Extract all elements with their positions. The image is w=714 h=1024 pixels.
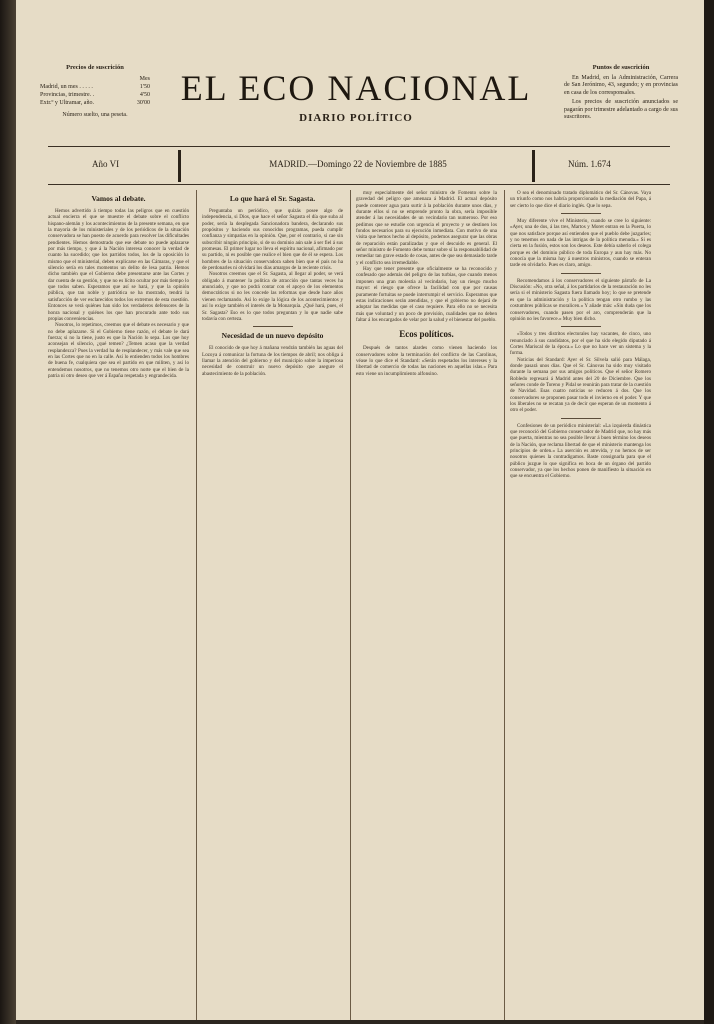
subscription-points-title: Puntos de suscrición (592, 64, 650, 71)
page-edge (704, 0, 714, 1024)
article-paragraph: Hemos advertido á tiempo todas las peligros que en cuestión actual encierra el que se muestre el debate sobre el conflicto hispano-alemán y los acontecimientos de la presente semana, en que la mayoría de los ministeriales y de los periódicos de la situación conservadora se han puesto de acuerdo para resolver las dificultades pendientes. Hemos demostrado que ese debate no puede aplazarse por más tiempo, y que á la Nación interesa conocer la verdad de cuanto ha sucedido; que los partidos todos, los de la oposición lo mismo que el ministerial, deben explicarse en las Cámaras, y que el silencio sería en tales momentos un delito de lesa patria. Hemos dicho también que el Gobierno debe presentarse ante las Cortes y dar cuenta de su gestión, y que no es lícito ocultar por más tiempo lo que todos saben. Esperamos que así se hará, y que la opinión pública, que tan noble y patriótica se ha mostrado, tendrá la satisfacción de ver esclarecidos todos los extremos de esta cuestión. Entonces se verá quiénes han sido los verdaderos defensores de la honra nacional y quiénes los que han procurado ante todo sus propias conveniencias. (48, 208, 189, 322)
column-1 (48, 190, 189, 379)
article-paragraph: Nosotros creemos que el Sr. Sagasta, al llegar al poder, se verá obligado á mantener la política de atracción que tantas veces ha anunciado, y que no podrá contar con el apoyo de los elementos democráticos si no les concede las reformas que desde hace años vienen reclamando. Así lo exige la lógica de los acontecimientos y así lo exige también el interés de la Monarquía. ¿Qué hará, pues, el Sr. Sagasta? Eso es lo que todos preguntan y lo que nadie sabe todavía con certeza. (202, 271, 343, 322)
subscription-prices (40, 64, 150, 119)
issue-date: MADRID.—Domingo 22 de Noviembre de 1885 (269, 159, 447, 169)
section-separator (561, 213, 601, 214)
year-label: Año VI (92, 159, 120, 169)
section-separator (561, 273, 601, 274)
article-paragraph: «Todos y tres distritos electorales hay vacantes, de cinco, uno renunciado á sus candidatos, por el que ha sido elegido diputado á Cortes Mariscal de la época.» Lo que no hace ver un sistema y la forma. (510, 331, 651, 357)
single-copy-note: Número suelto, una peseta. (62, 112, 128, 118)
section-separator (561, 418, 601, 419)
newspaper-subtitle: DIARIO POLÍTICO (299, 112, 413, 124)
subscription-header-row: Mes (139, 76, 150, 82)
price-row: Provincias, trimestre. . 4'50 (40, 92, 150, 98)
article-paragraph: Preguntaba un periódico, que quizás posee algo de independencia, si Dios, que hace el señor Sagasta el día que suba al poder, sería la desplegada Sancionadora bandera, declarando sus propósitos y haciendo sus conocidos programas, pueda cumplir confianza y simpatías en la opinión. Que, por el contrario, si cae sin subscribir ningún principio, si de su dominio aún sale á ser fiel á sus promesas. El primer lugar no lleva el espíritu nacional, afirmado por su partido, ni es posible que realice el bien que de él se espera. Los hombres de la situación conservadora saben bien que el país no ha de perdonarles ni olvidará los días amargos de la reciente crisis. (202, 208, 343, 272)
article-paragraph: Nosotros, lo repetimos, creemos que el debate es necesario y que no debe aplazarse. Si el Gobierno tiene razón, el debate le dará fuerza; si no la tiene, justo es que la Nación lo sepa. Los que hoy aconsejan el silencio, ¿qué temen? ¿Temen acaso que la verdad resplandezca? Pues la verdad ha de resplandecer, y más vale que sea en las Cortes que no en la calle. Así lo entienden todos los hombres de buena fe, cualquiera que sea el partido en que militen, y así lo entendemos nosotros, que no tenemos otro norte que el bien de la patria ni otro deseo que ver á España respetada y engrandecida. (48, 322, 189, 379)
column-3 (356, 190, 497, 377)
column-divider (196, 190, 197, 1020)
article-title-ecos: Ecos políticos. (399, 329, 454, 340)
article-title-vamos: Vamos al debate. (91, 194, 146, 203)
article-paragraph: Confesiones de un periódico ministerial: «La izquierda dinástica que reconoció del Gobierno conservador de Madrid que, no hay más que puerta, mientras no sea posible llevar á buen término los deseos de la Nación, que reclama libertad de que el ministerio mantenga los principios de orden.» La aserción es atrevida, y no hemos de ser nosotros quienes la contradigamos. Baste consignarla para que el público juzgue lo que significa en boca de un órgano del partido conservador, ya que los hechos ponen de manifiesto la situación en que se encuentra el Gobierno. (510, 422, 651, 480)
column-4 (510, 190, 651, 480)
article-paragraph: Hay que tener presente que oficialmente se ha reconocido y confesado que además del peligro de las turbias, que cuando menos imponen una gran molestia al vecindario, hay un riesgo mucho mayor: el riesgo que ofrece la facilidad con que por causas puramente fortuitas se puede interrumpir el servicio. Esperamos que estas indicaciones serán atendidas, y que el gobierno no dejará de adoptar las medidas que el caso requiere. Para ello no se necesita más que voluntad y un poco de previsión, cualidades que no deben faltar á los encargados de velar por la salud y el bienestar del pueblo. (356, 266, 497, 323)
article-title-sagasta: Lo que hará el Sr. Sagasta. (229, 194, 316, 203)
book-binding (0, 0, 16, 1024)
subscription-prices-title: Precios de suscrición (66, 64, 124, 71)
column-2 (202, 190, 343, 377)
info-divider (178, 150, 181, 182)
section-separator (253, 326, 293, 327)
article-paragraph: Noticias del Standard: Ayer el Sr. Silvela salió para Málaga, donde pasará unos días. Que el Sr. Cánovas ha sido muy visitado durante la semana por sus amigos políticos. Que el señor Romero Robledo regresará á Madrid antes del 20 de Diciembre. Que los señores conde de Toreno y Pidal se reunirán para tratar de la cuestión de Navidad. Esas cuatro noticias se reducen á dos. Que los conservadores se proponen pasar todo el invierno en el poder. Y que los liberales no se recatan ya de decir que esperan de un momento á otro el poder. (510, 356, 651, 414)
article-paragraph: El conocido de que hoy á mañana vendrán también las aguas del Lozoya á comunicar la fortuna de los tiempos de abril; nos obliga á llamar la atención del gobierno y del municipio sobre la imperiosa necesidad de construir un nuevo depósito que asegure el abastecimiento de la población. (202, 345, 343, 377)
newspaper-page (16, 0, 704, 1020)
issue-info-bar (48, 150, 670, 182)
section-separator (561, 326, 601, 327)
subscription-points-text: Los precios de suscrición anunciados se pagarán por trimestre adelantado a cargo de sus suscritores. (564, 99, 679, 120)
bottom-rule (48, 184, 670, 185)
article-title-deposito: Necesidad de un nuevo depósito (221, 331, 324, 341)
article-paragraph: muy especialmente del señor ministro de Fomento sobre la gravedad del peligro que amenaza á Madrid. El actual depósito puede contener agua para surtir á la población durante unos días, y durante ellos si no se emprende pronto la obra, sería imposible atender á las necesidades de un vecindario tan numeroso. Por eso pedimos que se estudie con urgencia el proyecto y se destinen los fondos necesarios para su ejecución inmediata. Con motivo de una visita que hemos hecho al depósito, podemos asegurar que las obras de reparación están paralizadas y que el descuido es general. El señor ministro de Fomento debe tomar sobre sí la responsabilidad de remediar tan grave estado de cosas, antes de que sea demasiado tarde y el conflicto sea irremediable. (356, 190, 497, 266)
subscription-points-text: En Madrid, en la Administración, Carrera de San Jerónimo, 43, segundo; y en provincias en casa de los corresponsales. (564, 74, 678, 96)
column-divider (350, 190, 351, 1020)
price-row: Madrid, un mes . . . . . 1'50 (40, 84, 150, 90)
masthead (156, 68, 556, 124)
article-paragraph: O sea el denominado tratado diplomático del Sr. Cánovas. Vaya un triunfo como nos habría proporcionado la mediación del Papa, á ser cierto lo que dice el diario inglés. Que lo sepa. (510, 190, 651, 209)
column-divider (504, 190, 505, 1020)
issue-number: Núm. 1.674 (568, 159, 611, 169)
info-divider (532, 150, 535, 182)
newspaper-title: EL ECO NACIONAL (180, 68, 532, 108)
article-paragraph: Muy diferente vive el Ministerio, cuando se cree lo siguiente: «Ayer, una de dos, á las tres, Martos y Moret entran en la Puerta, lo que nos satisface porque así entienden que el pueblo debe juzgarles; y no tenemos en nada de las intrigas de la política menuda.» Si es cierta en la fusión, estos son los deseos. Este debía saberlo el colega porque es del dominio público de toda Europa y aun hay más. No conocía que la misma hay á nuestros ministros, cuando se enteran tarde en olvidarlo. Pues es claro, amigo. (510, 218, 651, 269)
price-row: Extr.º y Ultramar, año. 30'00 (40, 100, 150, 106)
article-paragraph: Recomendamos á los conservadores el siguiente párrafo de La Discusión: «No, otra señal, á los partidarios de la restauración no les sería si el ministerio Sagasta fuera llamado hoy; lo que se pretende es que la administración y la política tengan otro rumbo y las costumbres públicas se moralicen.» Y añade más: «Sin duda que los conservadores, cuando pasen por el aro, comprenderán que la opinión no les favorece.» Muy bien dicho. (510, 277, 651, 322)
subscription-points (564, 64, 678, 124)
article-paragraph: Después de tantos alardes como vienen haciendo los conservadores sobre la terminación del conflicto de las Carolinas, véase lo que dice el Standard: «Serán respetados los intereses y la libertad de comercio de todas las naciones en aquellas islas.» Para esto viene un incumplimiento alfonsino. (356, 345, 497, 377)
top-rule (48, 146, 670, 147)
